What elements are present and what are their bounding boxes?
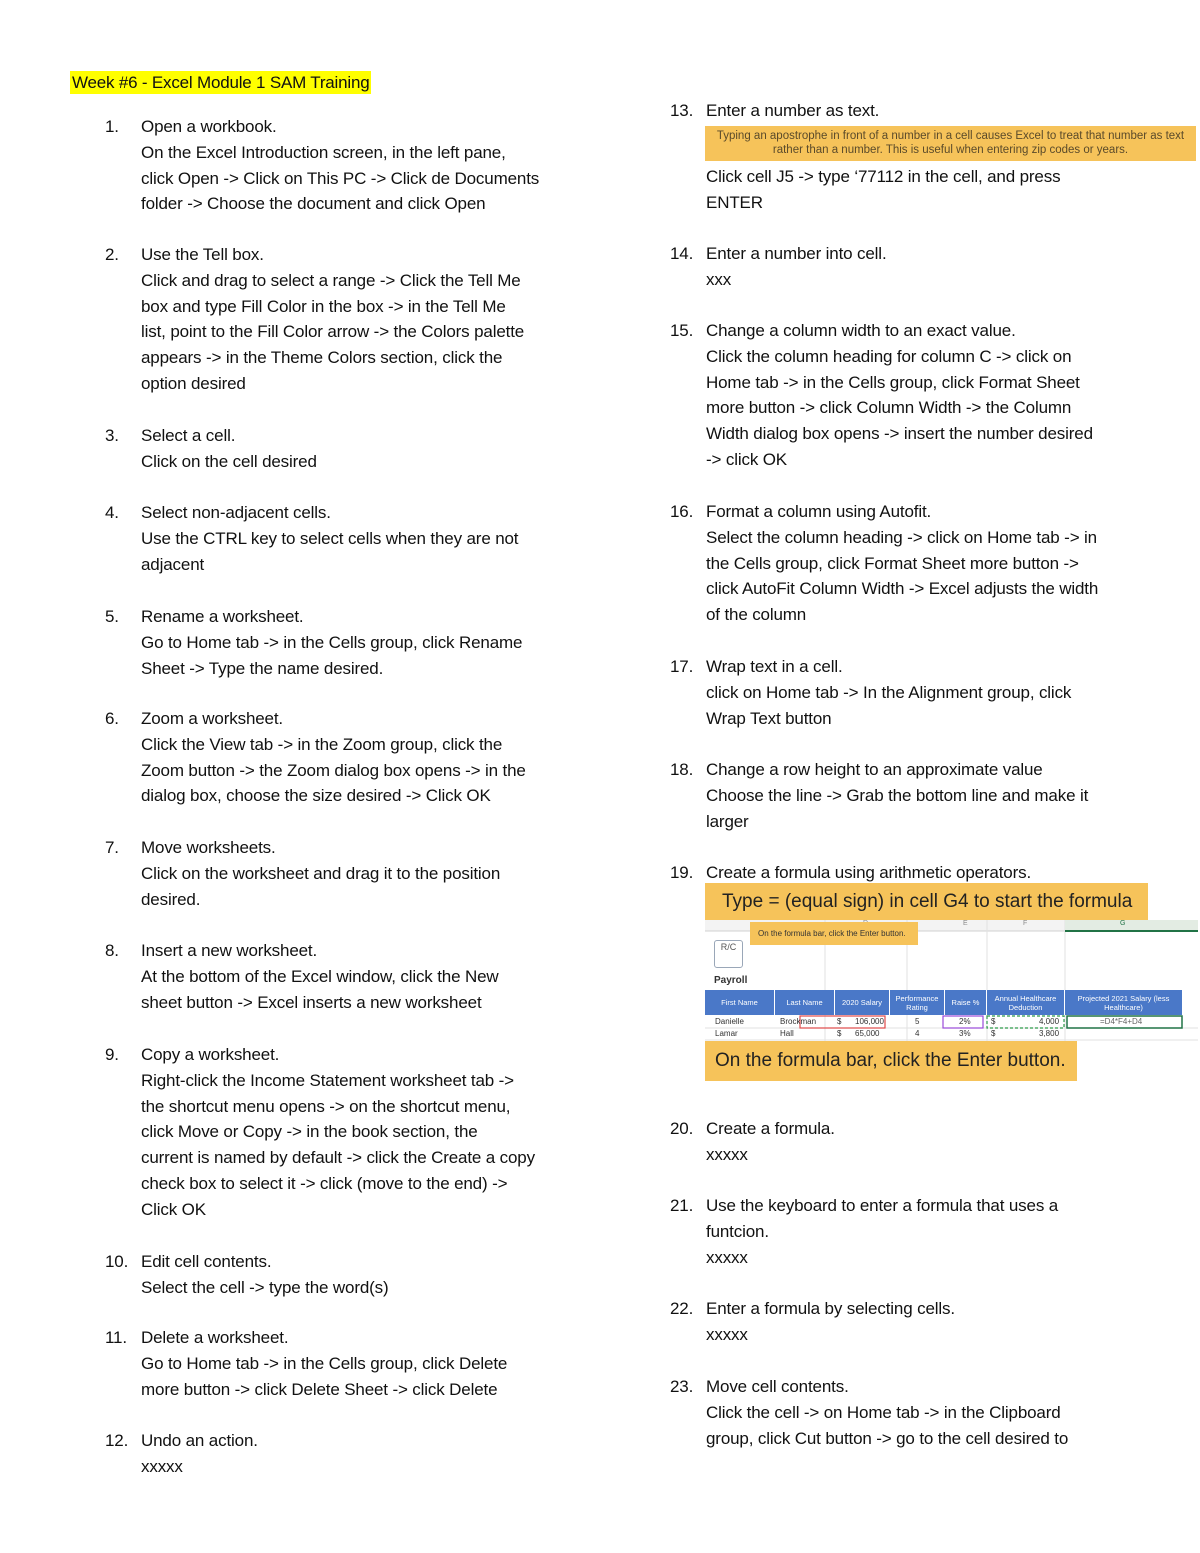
caption-top: Type = (equal sign) in cell G4 to start the formula [705, 883, 1148, 920]
header-rating: Performance Rating [890, 990, 945, 1015]
sheet-title: Payroll [714, 975, 748, 986]
item-text: dialog box, choose the size desired -> Click OK [141, 786, 491, 806]
item-number: 18. [670, 760, 694, 779]
item-text: of the column [706, 605, 807, 625]
item-body [706, 1193, 1156, 1270]
item-number: 1. [105, 117, 119, 136]
cell: Lamar [715, 1029, 738, 1038]
item-heading: Use the keyboard to enter a formula that uses a [706, 1196, 1059, 1215]
item-text: Select the column heading -> click on Home tab -> in [706, 527, 1097, 547]
cell: 2% [959, 1017, 971, 1026]
header-projected: Projected 2021 Salary (less Healthcare) [1065, 990, 1183, 1015]
document-title: Week #6 - Excel Module 1 SAM Training [72, 73, 370, 92]
item-body [141, 242, 581, 397]
item-number: 20. [670, 1119, 694, 1138]
item-text: Click the View tab -> in the Zoom group, click the [141, 734, 503, 754]
cell: Hall [780, 1029, 794, 1038]
item-body [706, 1116, 1156, 1168]
col-letter: E [963, 920, 968, 927]
item-text: desired. [141, 889, 201, 909]
item-body [141, 706, 581, 809]
item-heading: Select non-adjacent cells. [141, 503, 331, 522]
item-number: 17. [670, 657, 694, 676]
item-number: 16. [670, 502, 694, 521]
item-body [706, 241, 1156, 293]
item-text: Zoom button -> the Zoom dialog box opens -> in the [141, 760, 526, 780]
formula-screenshot [705, 883, 1198, 1089]
item-text: current is named by default -> click the Create a copy [141, 1148, 535, 1168]
item-text: Home tab -> in the Cells group, click Format Sheet [706, 372, 1080, 392]
item-heading: Insert a new worksheet. [141, 941, 318, 960]
item-heading: Select a cell. [141, 426, 236, 445]
item-text: xxxxx [706, 1144, 748, 1164]
item-heading: Delete a worksheet. [141, 1328, 289, 1347]
item-body [141, 604, 581, 681]
cell: 3% [959, 1029, 971, 1038]
item-number: 14. [670, 244, 694, 263]
item-body [141, 835, 581, 912]
item-body [706, 164, 1156, 216]
cell: 3,800 [1039, 1029, 1060, 1038]
item-heading: Wrap text in a cell. [706, 657, 843, 676]
item-text: xxxxx [706, 1324, 748, 1344]
item-heading: Change a column width to an exact value. [706, 321, 1016, 340]
item-body [141, 1042, 581, 1223]
header-last-name: Last Name [775, 990, 835, 1015]
caption-bottom: On the formula bar, click the Enter button. [705, 1041, 1077, 1081]
item-text: Click OK [141, 1199, 206, 1219]
item-text: On the Excel Introduction screen, in the left pane, [141, 142, 506, 162]
item-text: the Cells group, click Format Sheet more button -> [706, 553, 1079, 573]
item-text: Width dialog box opens -> insert the number desired [706, 424, 1093, 444]
item-body [141, 1325, 581, 1402]
item-text: Click on the worksheet and drag it to the position [141, 863, 501, 883]
item-number: 5. [105, 607, 119, 626]
formula-cell: =D4*F4+D4 [1100, 1017, 1143, 1026]
item-number: 6. [105, 709, 119, 728]
item-text: Click the column heading for column C -> click on [706, 346, 1072, 366]
item-body [706, 499, 1156, 628]
item-text: ENTER [706, 192, 763, 212]
header-raise: Raise % [945, 990, 987, 1015]
header-first-name: First Name [705, 990, 775, 1015]
item-text: Choose the line -> Grab the bottom line and make it [706, 785, 1089, 805]
cell: 106,000 [855, 1017, 884, 1026]
item-body [141, 423, 581, 475]
item-body [141, 1249, 581, 1301]
item-text: funtcion. [706, 1221, 769, 1241]
item-heading: Edit cell contents. [141, 1252, 272, 1271]
item-text: adjacent [141, 554, 205, 574]
item-text: Click and drag to select a range -> Click the Tell Me [141, 270, 521, 290]
cell: 65,000 [855, 1029, 880, 1038]
item-text: click Move or Copy -> in the book section, the [141, 1122, 478, 1142]
item-text: appears -> in the Theme Colors section, click the [141, 348, 503, 368]
item-heading: Zoom a worksheet. [141, 709, 284, 728]
item-text: Select the cell -> type the word(s) [141, 1277, 389, 1297]
item-heading: Open a workbook. [141, 117, 277, 136]
item-heading: Enter a number as text. [706, 101, 880, 120]
cell: $ [837, 1017, 842, 1026]
cell: $ [837, 1029, 842, 1038]
cell: $ [991, 1017, 996, 1026]
item-text: more button -> click Column Width -> the Column [706, 398, 1072, 418]
item-body [706, 318, 1156, 473]
item-number: 10. [105, 1252, 129, 1271]
item-text: -> click OK [706, 449, 788, 469]
item-number: 8. [105, 941, 119, 960]
cell: 4 [915, 1029, 920, 1038]
item-text: larger [706, 811, 749, 831]
note-line: rather than a number. This is useful when entering zip codes or years. [772, 144, 1129, 156]
item-heading: Click cell J5 -> type ‘77112 in the cell, and press [706, 167, 1061, 186]
item-text: Go to Home tab -> in the Cells group, click Delete [141, 1353, 508, 1373]
item-heading: Use the Tell box. [141, 245, 264, 264]
item-text: Click on the cell desired [141, 451, 317, 471]
item-heading: Rename a worksheet. [141, 607, 304, 626]
item-number: 9. [105, 1045, 119, 1064]
item-body [706, 860, 1156, 886]
item-number: 19. [670, 863, 694, 882]
cell: 4,000 [1039, 1017, 1060, 1026]
item-text: Wrap Text button [706, 708, 832, 728]
item-text: Click the cell -> on Home tab -> in the Clipboard [706, 1402, 1061, 1422]
item-heading: Move cell contents. [706, 1377, 849, 1396]
item-heading: Change a row height to an approximate value [706, 760, 1043, 779]
item-number: 13. [670, 101, 694, 120]
item-text: click AutoFit Column Width -> Excel adjusts the width [706, 579, 1099, 599]
item-text: Go to Home tab -> in the Cells group, click Rename [141, 632, 523, 652]
item-text: At the bottom of the Excel window, click the New [141, 966, 499, 986]
item-number: 7. [105, 838, 119, 857]
item-number: 23. [670, 1377, 694, 1396]
item-body [706, 1296, 1156, 1348]
item-text: list, point to the Fill Color arrow -> the Colors palette [141, 322, 525, 342]
item-body [141, 500, 581, 577]
note-line: Typing an apostrophe in front of a number in a cell causes Excel to treat that number as text [716, 130, 1185, 142]
item-number: 12. [105, 1431, 129, 1450]
item-text: click Open -> Click on This PC -> Click de Documents [141, 168, 540, 188]
item-body [706, 654, 1156, 731]
item-heading: Move worksheets. [141, 838, 276, 857]
item-text: check box to select it -> click (move to the end) -> [141, 1173, 508, 1193]
item-body [141, 938, 581, 1015]
item-heading: Enter a number into cell. [706, 244, 887, 263]
item-text: sheet button -> Excel inserts a new worksheet [141, 992, 482, 1012]
item-number: 15. [670, 321, 694, 340]
item-text: xxx [706, 269, 732, 289]
item-text: click on Home tab -> In the Alignment group, click [706, 682, 1072, 702]
header-salary: 2020 Salary [835, 990, 890, 1015]
item-body [141, 1428, 581, 1480]
item-body [706, 98, 1156, 124]
item-text: box and type Fill Color in the box -> in the Tell Me [141, 296, 506, 316]
item-text: Sheet -> Type the name desired. [141, 658, 384, 678]
note-box-13 [705, 126, 1196, 161]
item-text: option desired [141, 373, 246, 393]
spreadsheet-preview [705, 920, 1198, 1041]
item-number: 4. [105, 503, 119, 522]
item-text: xxxxx [141, 1456, 183, 1476]
cell: Danielle [715, 1017, 744, 1026]
col-letter: G [1120, 920, 1126, 927]
item-heading: Format a column using Autofit. [706, 502, 932, 521]
item-text: the shortcut menu opens -> on the shortcut menu, [141, 1096, 511, 1116]
col-letter: F [1023, 920, 1028, 927]
cell: Brockman [780, 1017, 817, 1026]
item-text: Right-click the Income Statement worksheet tab -> [141, 1070, 514, 1090]
item-body [706, 1374, 1156, 1451]
item-heading: Create a formula. [706, 1119, 835, 1138]
item-text: Use the CTRL key to select cells when they are not [141, 528, 519, 548]
item-number: 22. [670, 1299, 694, 1318]
item-text: group, click Cut button -> go to the cell desired to [706, 1428, 1069, 1448]
enter-button-tooltip: On the formula bar, click the Enter button. [750, 922, 918, 945]
rc-icon: R/C [714, 940, 743, 968]
item-number: 11. [105, 1328, 127, 1347]
item-heading: Copy a worksheet. [141, 1045, 280, 1064]
item-text: more button -> click Delete Sheet -> click Delete [141, 1379, 498, 1399]
item-number: 2. [105, 245, 119, 264]
header-healthcare: Annual Healthcare Deduction [987, 990, 1065, 1015]
item-body [141, 114, 581, 217]
item-number: 21. [670, 1196, 694, 1215]
item-heading: Undo an action. [141, 1431, 258, 1450]
item-heading: Create a formula using arithmetic operators. [706, 863, 1032, 882]
item-number: 3. [105, 426, 119, 445]
cell: $ [991, 1029, 996, 1038]
item-heading: Enter a formula by selecting cells. [706, 1299, 955, 1318]
cell: 5 [915, 1017, 920, 1026]
item-text: folder -> Choose the document and click Open [141, 194, 486, 214]
item-text: xxxxx [706, 1247, 748, 1267]
item-body [706, 757, 1156, 834]
